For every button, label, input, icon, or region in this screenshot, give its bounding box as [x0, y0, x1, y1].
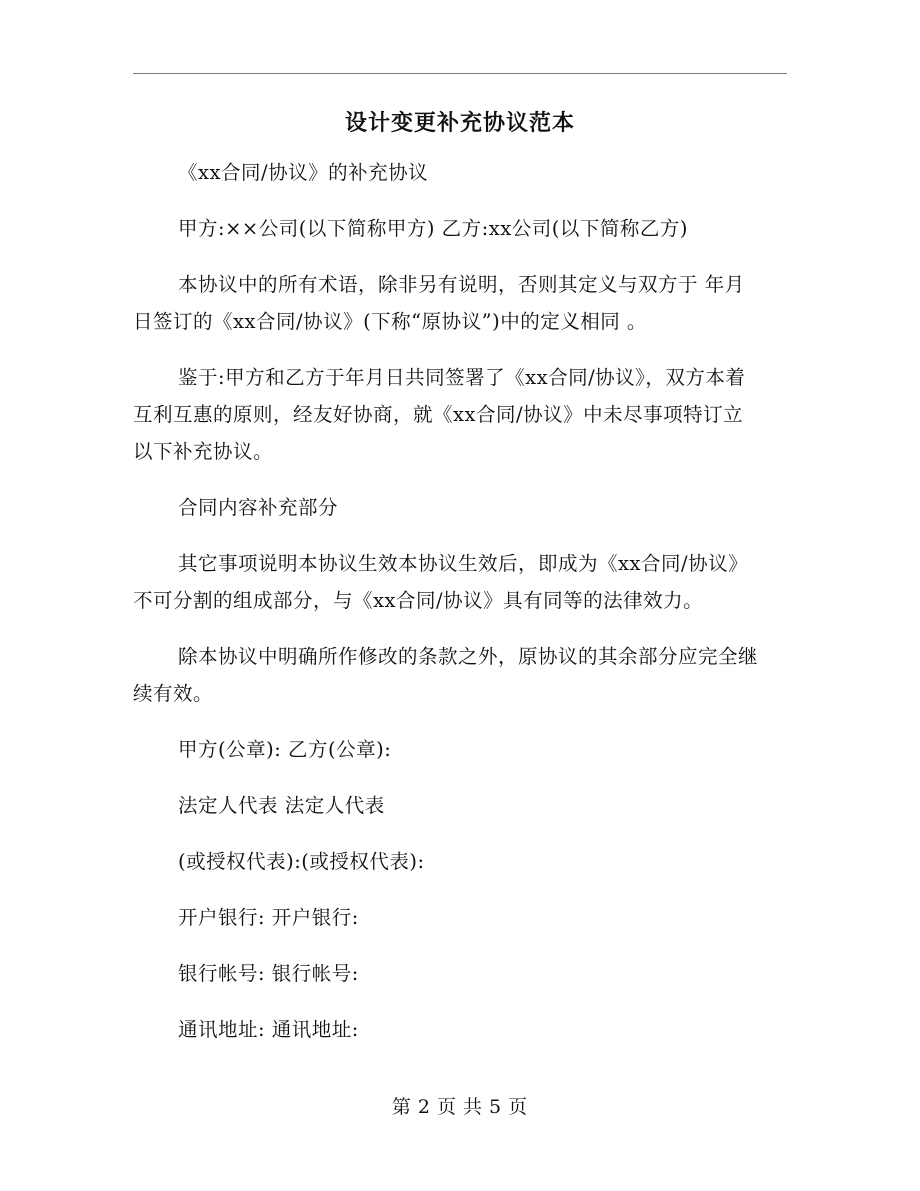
- paragraph: [133, 359, 793, 470]
- paragraph-gap: [133, 526, 793, 545]
- footer-page-word: 页: [436, 1096, 457, 1118]
- paragraph-line: 不可分割的组成部分，与《xx合同/协议》具有同等的法律效力。: [133, 589, 704, 612]
- paragraph-line: 以下补充协议。: [133, 440, 274, 463]
- paragraph-gap: [133, 470, 793, 489]
- paragraph-gap: [133, 768, 793, 787]
- header-rule: [133, 73, 787, 74]
- paragraph-line: 日签订的《xx合同/协议》(下称“原协议”)中的定义相同 。: [133, 310, 647, 333]
- page-footer: [0, 1092, 920, 1122]
- paragraph-line: 《xx合同/协议》的补充协议: [178, 161, 429, 184]
- paragraph: [133, 787, 793, 824]
- paragraph-line: 开户银行: 开户银行:: [178, 906, 359, 929]
- paragraph-gap: [133, 824, 793, 843]
- paragraph-line: 通讯地址: 通讯地址:: [178, 1018, 359, 1041]
- paragraph-gap: [133, 880, 793, 899]
- paragraph-line: 鉴于:甲方和乙方于年月日共同签署了《xx合同/协议》，双方本着: [178, 366, 746, 389]
- paragraph-gap: [133, 936, 793, 955]
- document-title: 设计变更补充协议范本: [344, 111, 575, 136]
- paragraph: [133, 843, 793, 880]
- paragraph: [133, 731, 793, 768]
- paragraph-gap: [133, 247, 793, 266]
- paragraph-line: (或授权代表):(或授权代表):: [178, 850, 425, 873]
- paragraph-line: 法定人代表 法定人代表: [178, 794, 385, 817]
- document-body: [133, 154, 793, 1048]
- footer-current-page: 2: [417, 1096, 431, 1118]
- paragraph: [133, 266, 793, 340]
- paragraph: [133, 955, 793, 992]
- footer-prefix: 第: [391, 1096, 412, 1118]
- paragraph-line: 甲方(公章): 乙方(公章):: [178, 738, 392, 761]
- footer-total-word: 共: [463, 1096, 484, 1118]
- footer-suffix: 页: [508, 1096, 529, 1118]
- paragraph-gap: [133, 992, 793, 1011]
- paragraph-gap: [133, 191, 793, 210]
- paragraph-gap: [133, 619, 793, 638]
- paragraph-line: 除本协议中明确所作修改的条款之外，原协议的其余部分应完全继: [178, 645, 759, 668]
- paragraph: [133, 210, 793, 247]
- paragraph-line: 本协议中的所有术语，除非另有说明，否则其定义与双方于 年月: [178, 273, 745, 296]
- paragraph-line: 甲方:××公司(以下简称甲方) 乙方:xx公司(以下简称乙方): [178, 217, 688, 240]
- paragraph: [133, 638, 793, 712]
- paragraph-line: 其它事项说明本协议生效本协议生效后，即成为《xx合同/协议》: [178, 552, 749, 575]
- paragraph: [133, 899, 793, 936]
- paragraph: [133, 489, 793, 526]
- paragraph-line: 互利互惠的原则，经友好协商，就《xx合同/协议》中未尽事项特订立: [133, 403, 744, 426]
- paragraph-line: 合同内容补充部分: [178, 496, 339, 519]
- paragraph: [133, 1011, 793, 1048]
- paragraph-gap: [133, 712, 793, 731]
- paragraph: [133, 154, 793, 191]
- footer-total-pages: 5: [489, 1096, 503, 1118]
- paragraph-line: 续有效。: [133, 682, 214, 705]
- paragraph-line: 银行帐号: 银行帐号:: [178, 962, 359, 985]
- paragraph-gap: [133, 340, 793, 359]
- paragraph: [133, 545, 793, 619]
